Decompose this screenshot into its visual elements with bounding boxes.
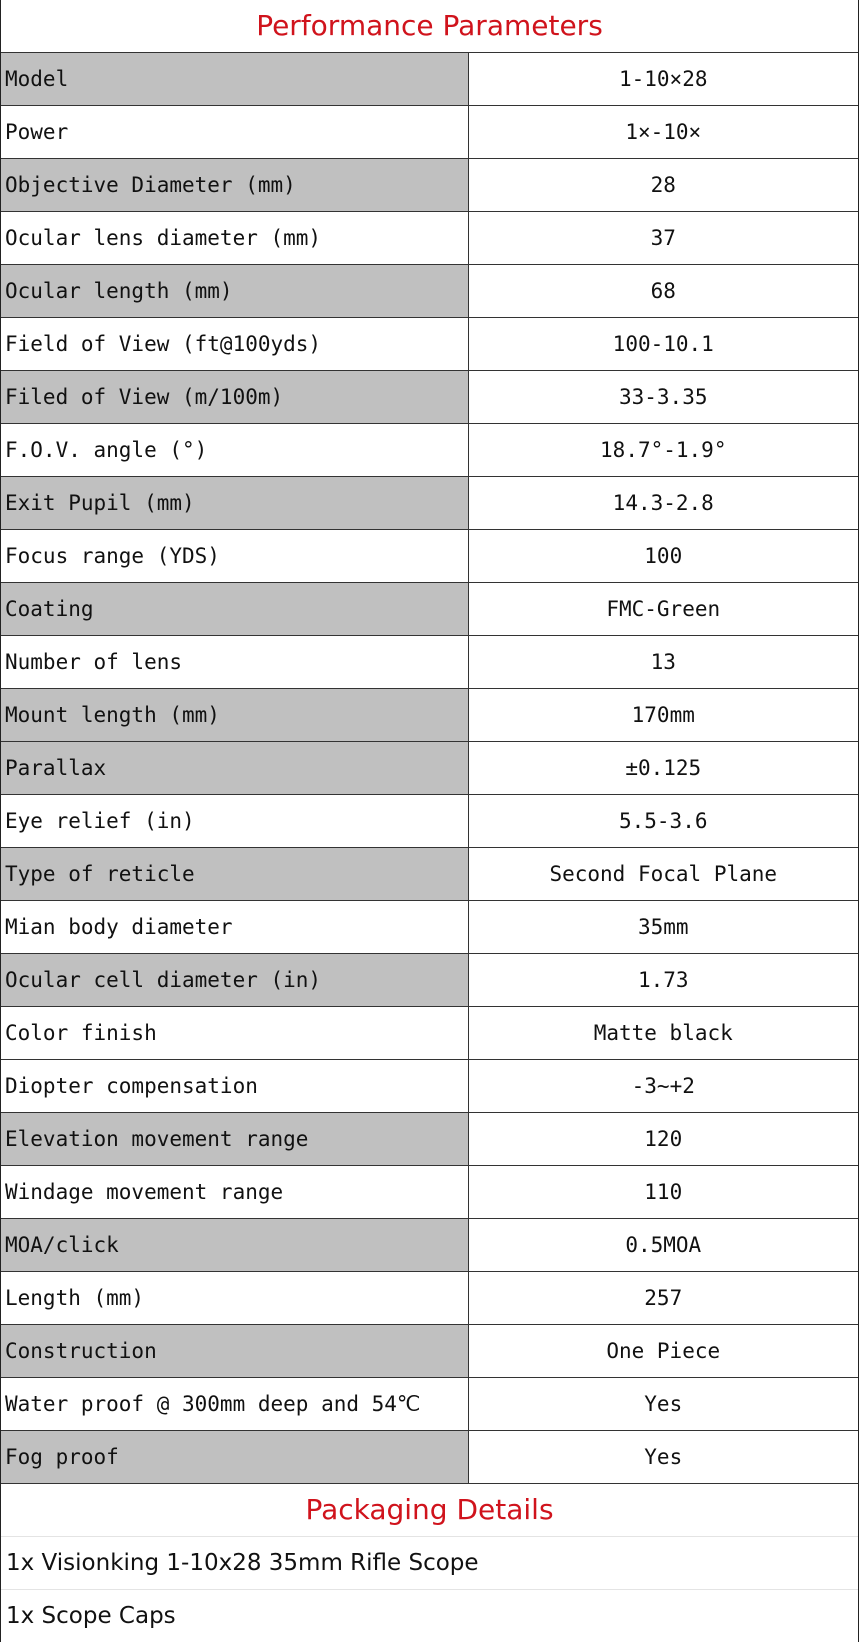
param-value: 0.5MOA xyxy=(468,1219,858,1272)
param-value: 33-3.35 xyxy=(468,371,858,424)
table-row xyxy=(1,424,858,477)
table-row xyxy=(1,795,858,848)
param-value: 5.5-3.6 xyxy=(468,795,858,848)
param-label: Water proof @ 300mm deep and 54℃ xyxy=(1,1378,468,1431)
param-label: F.O.V. angle (°) xyxy=(1,424,468,477)
param-label: Coating xyxy=(1,583,468,636)
param-label: Parallax xyxy=(1,742,468,795)
param-value: 100 xyxy=(468,530,858,583)
table-row xyxy=(1,636,858,689)
table-row xyxy=(1,1113,858,1166)
param-value: 1×-10× xyxy=(468,106,858,159)
table-row xyxy=(1,1272,858,1325)
table-row xyxy=(1,53,858,106)
param-label: Mount length (mm) xyxy=(1,689,468,742)
table-row xyxy=(1,954,858,1007)
param-value: 110 xyxy=(468,1166,858,1219)
param-value: -3~+2 xyxy=(468,1060,858,1113)
param-value: 18.7°-1.9° xyxy=(468,424,858,477)
table-row xyxy=(1,1166,858,1219)
table-row xyxy=(1,265,858,318)
param-value: 28 xyxy=(468,159,858,212)
param-value: 13 xyxy=(468,636,858,689)
param-value: Yes xyxy=(468,1431,858,1484)
param-label: Color finish xyxy=(1,1007,468,1060)
table-row xyxy=(1,1378,858,1431)
param-value: ±0.125 xyxy=(468,742,858,795)
param-value: Yes xyxy=(468,1378,858,1431)
param-value: 257 xyxy=(468,1272,858,1325)
param-value: 68 xyxy=(468,265,858,318)
param-value: One Piece xyxy=(468,1325,858,1378)
param-value: Second Focal Plane xyxy=(468,848,858,901)
param-label: Model xyxy=(1,53,468,106)
param-label: Windage movement range xyxy=(1,1166,468,1219)
list-item: 1x Scope Caps xyxy=(6,1603,176,1629)
param-label: Objective Diameter (mm) xyxy=(1,159,468,212)
table-row xyxy=(1,106,858,159)
table-row xyxy=(1,689,858,742)
table-row xyxy=(1,848,858,901)
table-row xyxy=(1,212,858,265)
table-row xyxy=(1,901,858,954)
param-label: MOA/click xyxy=(1,1219,468,1272)
param-label: Filed of View (m/100m) xyxy=(1,371,468,424)
param-value: 37 xyxy=(468,212,858,265)
param-label: Mian body diameter xyxy=(1,901,468,954)
table-row xyxy=(1,318,858,371)
param-label: Number of lens xyxy=(1,636,468,689)
param-value: 14.3-2.8 xyxy=(468,477,858,530)
param-label: Diopter compensation xyxy=(1,1060,468,1113)
param-label: Eye relief (in) xyxy=(1,795,468,848)
param-label: Field of View (ft@100yds) xyxy=(1,318,468,371)
table-row xyxy=(1,1219,858,1272)
param-value: 1.73 xyxy=(468,954,858,1007)
performance-parameters-table xyxy=(1,53,858,1484)
table-row xyxy=(1,742,858,795)
packaging-list xyxy=(1,1537,858,1642)
table-row xyxy=(1,1325,858,1378)
param-label: Elevation movement range xyxy=(1,1113,468,1166)
table-row xyxy=(1,477,858,530)
table-row xyxy=(1,159,858,212)
param-label: Ocular cell diameter (in) xyxy=(1,954,468,1007)
param-value: 120 xyxy=(468,1113,858,1166)
param-label: Ocular length (mm) xyxy=(1,265,468,318)
table-row xyxy=(1,371,858,424)
table-row xyxy=(1,530,858,583)
param-value: 1-10×28 xyxy=(468,53,858,106)
param-label: Length (mm) xyxy=(1,1272,468,1325)
packaging-details-title: Packaging Details xyxy=(1,1484,858,1537)
param-label: Focus range (YDS) xyxy=(1,530,468,583)
param-value: 35mm xyxy=(468,901,858,954)
param-label: Fog proof xyxy=(1,1431,468,1484)
param-label: Exit Pupil (mm) xyxy=(1,477,468,530)
param-value: 100-10.1 xyxy=(468,318,858,371)
param-value: FMC-Green xyxy=(468,583,858,636)
table-row xyxy=(1,583,858,636)
param-label: Construction xyxy=(1,1325,468,1378)
list-item: 1x Visionking 1-10x28 35mm Rifle Scope xyxy=(1,1537,858,1590)
table-row xyxy=(1,1431,858,1484)
table-row xyxy=(1,1060,858,1113)
param-label: Ocular lens diameter (mm) xyxy=(1,212,468,265)
param-value: 170mm xyxy=(468,689,858,742)
param-label: Type of reticle xyxy=(1,848,468,901)
param-label: Power xyxy=(1,106,468,159)
table-row xyxy=(1,1007,858,1060)
param-value: Matte black xyxy=(468,1007,858,1060)
performance-parameters-title: Performance Parameters xyxy=(1,0,858,53)
